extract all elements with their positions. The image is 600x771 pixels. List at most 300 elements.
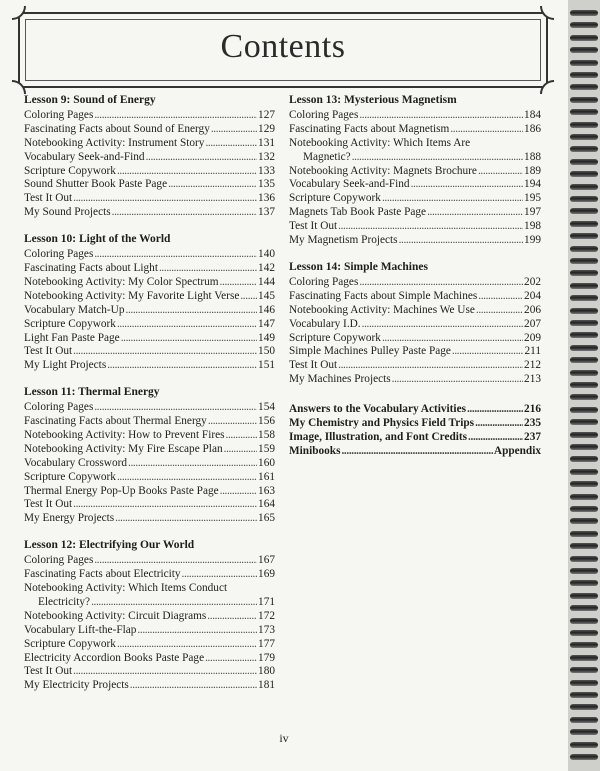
dot-leader: [117, 165, 257, 179]
spiral-coil: [570, 184, 598, 190]
spiral-coil: [570, 469, 598, 475]
toc-entry-text: Notebooking Activity: My Favorite Light Verse: [24, 289, 240, 302]
dot-leader: [121, 332, 257, 346]
dot-leader: [475, 417, 523, 431]
toc-entry-text: Vocabulary Match-Up: [24, 303, 125, 316]
spiral-coil: [570, 295, 598, 301]
spiral-coil: [570, 432, 598, 438]
dot-leader: [352, 151, 523, 165]
dot-leader: [224, 443, 257, 457]
lesson-section: [289, 94, 541, 248]
toc-entry-text: Thermal Energy Pop-Up Books Paste Page: [24, 484, 219, 497]
dot-leader: [137, 624, 257, 638]
dot-leader: [146, 151, 257, 165]
toc-entry-continuation: [289, 151, 541, 165]
toc-page-number: 189: [524, 164, 541, 177]
toc-page-number: 135: [258, 178, 275, 191]
dot-leader: [399, 234, 523, 248]
toc-entry-text: Light Fan Paste Page: [24, 331, 120, 344]
dot-leader: [341, 445, 492, 459]
toc-entry-text: Coloring Pages: [24, 248, 94, 261]
dot-leader: [168, 178, 257, 192]
toc-entry-text: Test It Out: [24, 192, 73, 205]
toc-page-number: 149: [258, 331, 275, 344]
dot-leader: [467, 403, 523, 417]
spiral-coil: [570, 419, 598, 425]
spiral-coil: [570, 208, 598, 214]
toc-page-number: 207: [524, 317, 541, 330]
toc-entry-text: Electricity Accordion Books Paste Page: [24, 651, 205, 664]
lesson-section: [24, 233, 275, 373]
toc-page-number: 186: [524, 122, 541, 135]
toc-entry-text: Magnets Tab Book Paste Page: [289, 206, 427, 219]
toc-entry-text: Vocabulary I.D.: [289, 317, 361, 330]
lesson-title: Lesson 12: Electrifying Our World: [24, 539, 195, 552]
toc-entry-text: Vocabulary Seek-and-Find: [289, 178, 410, 191]
toc-entry: [24, 178, 275, 192]
toc-entry: [24, 276, 275, 290]
toc-page-number: 158: [258, 428, 275, 441]
spiral-coil: [570, 754, 598, 760]
toc-page-number: 180: [258, 665, 275, 678]
toc-entry-text: Fascinating Facts about Sound of Energy: [24, 122, 210, 135]
toc-entry-text: Simple Machines Pulley Paste Page: [289, 345, 451, 358]
spiral-coil: [570, 60, 598, 66]
toc-entry: [24, 206, 275, 220]
toc-entry: [24, 262, 275, 276]
toc-entry-text: Test It Out: [289, 220, 338, 233]
spiral-coil: [570, 97, 598, 103]
spiral-coil: [570, 146, 598, 152]
lesson-section: [24, 539, 275, 693]
dot-leader: [107, 359, 257, 373]
spiral-coil: [570, 630, 598, 636]
toc-entry: [24, 471, 275, 485]
toc-entry: [24, 151, 275, 165]
lesson-section: [24, 386, 275, 526]
spiral-coil: [570, 10, 598, 16]
spiral-coil: [570, 332, 598, 338]
toc-page-number: 127: [258, 108, 275, 121]
dot-leader: [130, 679, 257, 693]
toc-page-number: 165: [258, 512, 275, 525]
spiral-coil: [570, 481, 598, 487]
spiral-coil: [570, 642, 598, 648]
dot-leader: [338, 220, 523, 234]
dot-leader: [468, 431, 523, 445]
lesson-title: Lesson 14: Simple Machines: [289, 260, 428, 273]
toc-page-number: 202: [524, 275, 541, 288]
spiral-coil: [570, 717, 598, 723]
toc-page-number: 131: [258, 136, 275, 149]
toc-entry-text: Coloring Pages: [289, 108, 359, 121]
toc-entry-text: My Sound Projects: [24, 206, 111, 219]
spiral-coil: [570, 258, 598, 264]
dot-leader: [226, 429, 258, 443]
spiral-coil: [570, 531, 598, 537]
toc-entry-text-continued: Magnetic?: [303, 150, 351, 163]
spiral-coil: [570, 109, 598, 115]
spiral-coil: [570, 655, 598, 661]
dot-leader: [73, 665, 257, 679]
toc-entry-text: Notebooking Activity: My Fire Escape Plan: [24, 442, 223, 455]
toc-entry: [289, 359, 541, 373]
toc-entry: [24, 192, 275, 206]
toc-entry: [289, 178, 541, 192]
toc-entry-text: Minibooks: [289, 444, 341, 457]
dot-leader: [478, 290, 523, 304]
toc-page-number: 199: [524, 234, 541, 247]
spiral-coil: [570, 394, 598, 400]
spiral-coil: [570, 556, 598, 562]
dot-leader: [452, 345, 524, 359]
dot-leader: [115, 512, 257, 526]
toc-entry: [24, 123, 275, 137]
toc-entry-text: My Light Projects: [24, 359, 107, 372]
toc-entry-text: Test It Out: [24, 498, 73, 511]
spiral-coil: [570, 196, 598, 202]
toc-entry-text-continued: Electricity?: [38, 595, 91, 608]
toc-entry: [24, 290, 275, 304]
toc-page-number: 204: [524, 289, 541, 302]
dot-leader: [128, 457, 257, 471]
lesson-section: [24, 94, 275, 220]
toc-page-number: 144: [258, 275, 275, 288]
toc-page-number: 211: [524, 345, 541, 358]
toc-entry: [289, 206, 541, 220]
toc-entry: [24, 652, 275, 666]
toc-entry: [24, 401, 275, 415]
spiral-coil: [570, 22, 598, 28]
frame-corner-ornament: [12, 6, 26, 20]
toc-left-column: [24, 94, 275, 706]
spiral-coil: [570, 171, 598, 177]
toc-entry-text: My Machines Projects: [289, 373, 391, 386]
spiral-coil: [570, 518, 598, 524]
dot-leader: [94, 248, 257, 262]
toc-entry-text: Notebooking Activity: My Color Spectrum: [24, 275, 219, 288]
toc-entry-text: Notebooking Activity: Circuit Diagrams: [24, 609, 207, 622]
spiral-coil: [570, 680, 598, 686]
toc-entry-text: Notebooking Activity: Which Items Conduct: [24, 582, 228, 594]
toc-entry-wrapped: [289, 137, 541, 165]
toc-page-number: 173: [258, 623, 275, 636]
toc-entry: [24, 665, 275, 679]
toc-entry: [289, 220, 541, 234]
toc-entry: [24, 498, 275, 512]
spiral-binding: [568, 0, 600, 771]
toc-page-number: 171: [258, 595, 275, 608]
toc-page-number: 195: [524, 192, 541, 205]
toc-entry-text: Coloring Pages: [289, 275, 359, 288]
toc-right-column: [289, 94, 541, 472]
spiral-coil: [570, 122, 598, 128]
toc-entry: [289, 109, 541, 123]
toc-entry-text: Test It Out: [24, 345, 73, 358]
spiral-coil: [570, 382, 598, 388]
toc-page-number: 147: [258, 317, 275, 330]
toc-entry-text: My Electricity Projects: [24, 679, 129, 692]
spiral-coil: [570, 605, 598, 611]
dot-leader: [220, 276, 258, 290]
toc-page-number: 137: [258, 206, 275, 219]
toc-page-number: 237: [524, 430, 541, 443]
toc-page-number: 156: [258, 415, 275, 428]
spiral-coil: [570, 704, 598, 710]
dot-leader: [207, 610, 257, 624]
toc-entry: [24, 137, 275, 151]
toc-page-number: 216: [524, 403, 541, 416]
dot-leader: [382, 332, 523, 346]
back-matter-section: [289, 403, 541, 459]
dot-leader: [359, 109, 523, 123]
spiral-coil: [570, 134, 598, 140]
spiral-coil: [570, 580, 598, 586]
toc-page-number: 167: [258, 554, 275, 567]
lesson-section: [289, 261, 541, 387]
spiral-coil: [570, 283, 598, 289]
toc-entry: [289, 373, 541, 387]
toc-page-number: 150: [258, 345, 275, 358]
dot-leader: [94, 554, 257, 568]
spiral-coil: [570, 308, 598, 314]
toc-entry: [24, 345, 275, 359]
frame-corner-ornament: [12, 80, 26, 94]
dot-leader: [159, 262, 257, 276]
spiral-coil: [570, 246, 598, 252]
toc-entry-text: Coloring Pages: [24, 401, 94, 414]
toc-entry-text: Vocabulary Seek-and-Find: [24, 150, 145, 163]
toc-entry-text: Scripture Copywork: [24, 637, 116, 650]
toc-entry: [24, 457, 275, 471]
toc-entry: [289, 345, 541, 359]
toc-page-number: 163: [258, 484, 275, 497]
spiral-coil: [570, 692, 598, 698]
toc-entry: [289, 234, 541, 248]
toc-entry-wrapped: [24, 582, 275, 610]
toc-entry-text: Image, Illustration, and Font Credits: [289, 430, 468, 443]
toc-page-number: 184: [524, 108, 541, 121]
toc-entry: [24, 429, 275, 443]
spiral-coil: [570, 35, 598, 41]
toc-entry-text: Coloring Pages: [24, 108, 94, 121]
toc-page-number: 154: [258, 401, 275, 414]
dot-leader: [94, 401, 257, 415]
toc-page-number: 132: [258, 150, 275, 163]
toc-page-number: 194: [524, 178, 541, 191]
spiral-coil: [570, 357, 598, 363]
dot-leader: [94, 109, 257, 123]
toc-entry-text: My Magnetism Projects: [289, 234, 398, 247]
toc-page-number: Appendix: [493, 444, 541, 457]
page-number: iv: [279, 731, 289, 745]
toc-page-number: 142: [258, 261, 275, 274]
page-title: Contents: [220, 28, 346, 65]
spiral-coil: [570, 84, 598, 90]
toc-entry: [24, 485, 275, 499]
dot-leader: [220, 485, 257, 499]
toc-entry: [289, 431, 541, 445]
toc-page-number: 151: [258, 359, 275, 372]
dot-leader: [117, 471, 257, 485]
spiral-coil: [570, 742, 598, 748]
toc-page-number: 129: [258, 122, 275, 135]
dot-leader: [73, 345, 257, 359]
dot-leader: [126, 304, 258, 318]
dot-leader: [73, 498, 257, 512]
spiral-coil: [570, 47, 598, 53]
toc-entry-text: Scripture Copywork: [289, 192, 381, 205]
toc-entry-text: Vocabulary Crossword: [24, 456, 128, 469]
toc-entry: [289, 290, 541, 304]
toc-entry-text: Fascinating Facts about Thermal Energy: [24, 415, 207, 428]
toc-entry: [24, 679, 275, 693]
toc-entry-continuation: [24, 596, 275, 610]
dot-leader: [211, 123, 257, 137]
toc-entry: [289, 332, 541, 346]
toc-entry: [24, 443, 275, 457]
toc-page-number: 188: [524, 150, 541, 163]
dot-leader: [240, 290, 257, 304]
spiral-coil: [570, 221, 598, 227]
dot-leader: [450, 123, 523, 137]
spiral-coil: [570, 72, 598, 78]
dot-leader: [476, 304, 523, 318]
spiral-coil: [570, 345, 598, 351]
toc-entry: [289, 403, 541, 417]
toc-entry: [289, 304, 541, 318]
toc-entry-text: Notebooking Activity: How to Prevent Fires: [24, 428, 225, 441]
toc-page-number: 159: [258, 442, 275, 455]
toc-entry-text: My Chemistry and Physics Field Trips: [289, 417, 475, 430]
toc-page-number: 169: [258, 568, 275, 581]
toc-entry: [24, 165, 275, 179]
toc-page-number: 164: [258, 498, 275, 511]
dot-leader: [382, 192, 523, 206]
dot-leader: [205, 137, 257, 151]
frame-corner-ornament: [540, 80, 554, 94]
dot-leader: [205, 652, 257, 666]
toc-entry-text: Scripture Copywork: [24, 164, 116, 177]
dot-leader: [117, 638, 257, 652]
toc-page-number: 145: [258, 289, 275, 302]
toc-entry: [289, 192, 541, 206]
toc-entry: [24, 554, 275, 568]
toc-page-number: 198: [524, 220, 541, 233]
toc-entry-text: Fascinating Facts about Magnetism: [289, 122, 450, 135]
toc-entry-text: My Energy Projects: [24, 512, 115, 525]
toc-page-number: 212: [524, 359, 541, 372]
spiral-coil: [570, 370, 598, 376]
lesson-title: Lesson 13: Mysterious Magnetism: [289, 94, 457, 106]
toc-entry-text: Vocabulary Lift-the-Flap: [24, 623, 137, 636]
toc-entry-text: Fascinating Facts about Light: [24, 261, 158, 274]
spiral-coil: [570, 444, 598, 450]
toc-entry-text: Scripture Copywork: [289, 331, 381, 344]
toc-entry: [24, 512, 275, 526]
toc-entry: [24, 610, 275, 624]
spiral-coil: [570, 270, 598, 276]
toc-page-number: 146: [258, 303, 275, 316]
toc-entry: [24, 359, 275, 373]
dot-leader: [112, 206, 257, 220]
dot-leader: [208, 415, 257, 429]
lesson-title: Lesson 10: Light of the World: [24, 233, 171, 246]
dot-leader: [338, 359, 523, 373]
spiral-coil: [570, 494, 598, 500]
dot-leader: [91, 596, 257, 610]
toc-entry: [24, 638, 275, 652]
toc-entry: [289, 165, 541, 179]
toc-page-number: 181: [258, 679, 275, 692]
toc-page-number: 160: [258, 456, 275, 469]
toc-entry-text: Sound Shutter Book Paste Page: [24, 178, 168, 191]
toc-entry-text: Notebooking Activity: Which Items Are: [289, 136, 471, 149]
dot-leader: [182, 568, 258, 582]
toc-entry-text: Answers to the Vocabulary Activities: [289, 403, 466, 416]
dot-leader: [411, 178, 523, 192]
toc-page-number: 161: [258, 470, 275, 483]
spiral-coil: [570, 320, 598, 326]
spiral-coil: [570, 568, 598, 574]
toc-entry: [289, 417, 541, 431]
spiral-coil: [570, 159, 598, 165]
spiral-coil: [570, 543, 598, 549]
toc-page-number: 133: [258, 164, 275, 177]
toc-entry-text: Scripture Copywork: [24, 470, 116, 483]
toc-entry-text: Fascinating Facts about Simple Machines: [289, 289, 478, 302]
toc-page-number: 140: [258, 248, 275, 261]
toc-entry: [289, 445, 541, 459]
toc-entry-text: Notebooking Activity: Machines We Use: [289, 303, 475, 316]
toc-entry-text: Test It Out: [24, 665, 73, 678]
lesson-title: Lesson 11: Thermal Energy: [24, 386, 160, 399]
spiral-coil: [570, 456, 598, 462]
spiral-coil: [570, 506, 598, 512]
toc-entry: [289, 276, 541, 290]
dot-leader: [392, 373, 523, 387]
title-frame: [18, 12, 548, 88]
toc-page-number: 197: [524, 206, 541, 219]
toc-entry: [24, 304, 275, 318]
dot-leader: [478, 165, 523, 179]
toc-entry-text: Fascinating Facts about Electricity: [24, 568, 181, 581]
toc-entry-text: Coloring Pages: [24, 554, 94, 567]
dot-leader: [359, 276, 523, 290]
toc-entry-text: Test It Out: [289, 359, 338, 372]
toc-entry: [24, 248, 275, 262]
spiral-coil: [570, 729, 598, 735]
toc-page-number: 136: [258, 192, 275, 205]
toc-page-number: 213: [524, 373, 541, 386]
frame-corner-ornament: [540, 6, 554, 20]
toc-entry-text: Scripture Copywork: [24, 317, 116, 330]
spiral-coil: [570, 233, 598, 239]
toc-entry: [289, 123, 541, 137]
dot-leader: [427, 206, 523, 220]
toc-entry: [24, 109, 275, 123]
spiral-coil: [570, 407, 598, 413]
toc-page-number: 179: [258, 651, 275, 664]
toc-entry-text: Notebooking Activity: Magnets Brochure: [289, 164, 477, 177]
spiral-coil: [570, 593, 598, 599]
toc-page-number: 177: [258, 637, 275, 650]
toc-entry: [24, 568, 275, 582]
toc-entry-text: Notebooking Activity: Instrument Story: [24, 136, 205, 149]
toc-page-number: 235: [524, 417, 541, 430]
toc-entry: [24, 415, 275, 429]
lesson-title: Lesson 9: Sound of Energy: [24, 94, 156, 106]
